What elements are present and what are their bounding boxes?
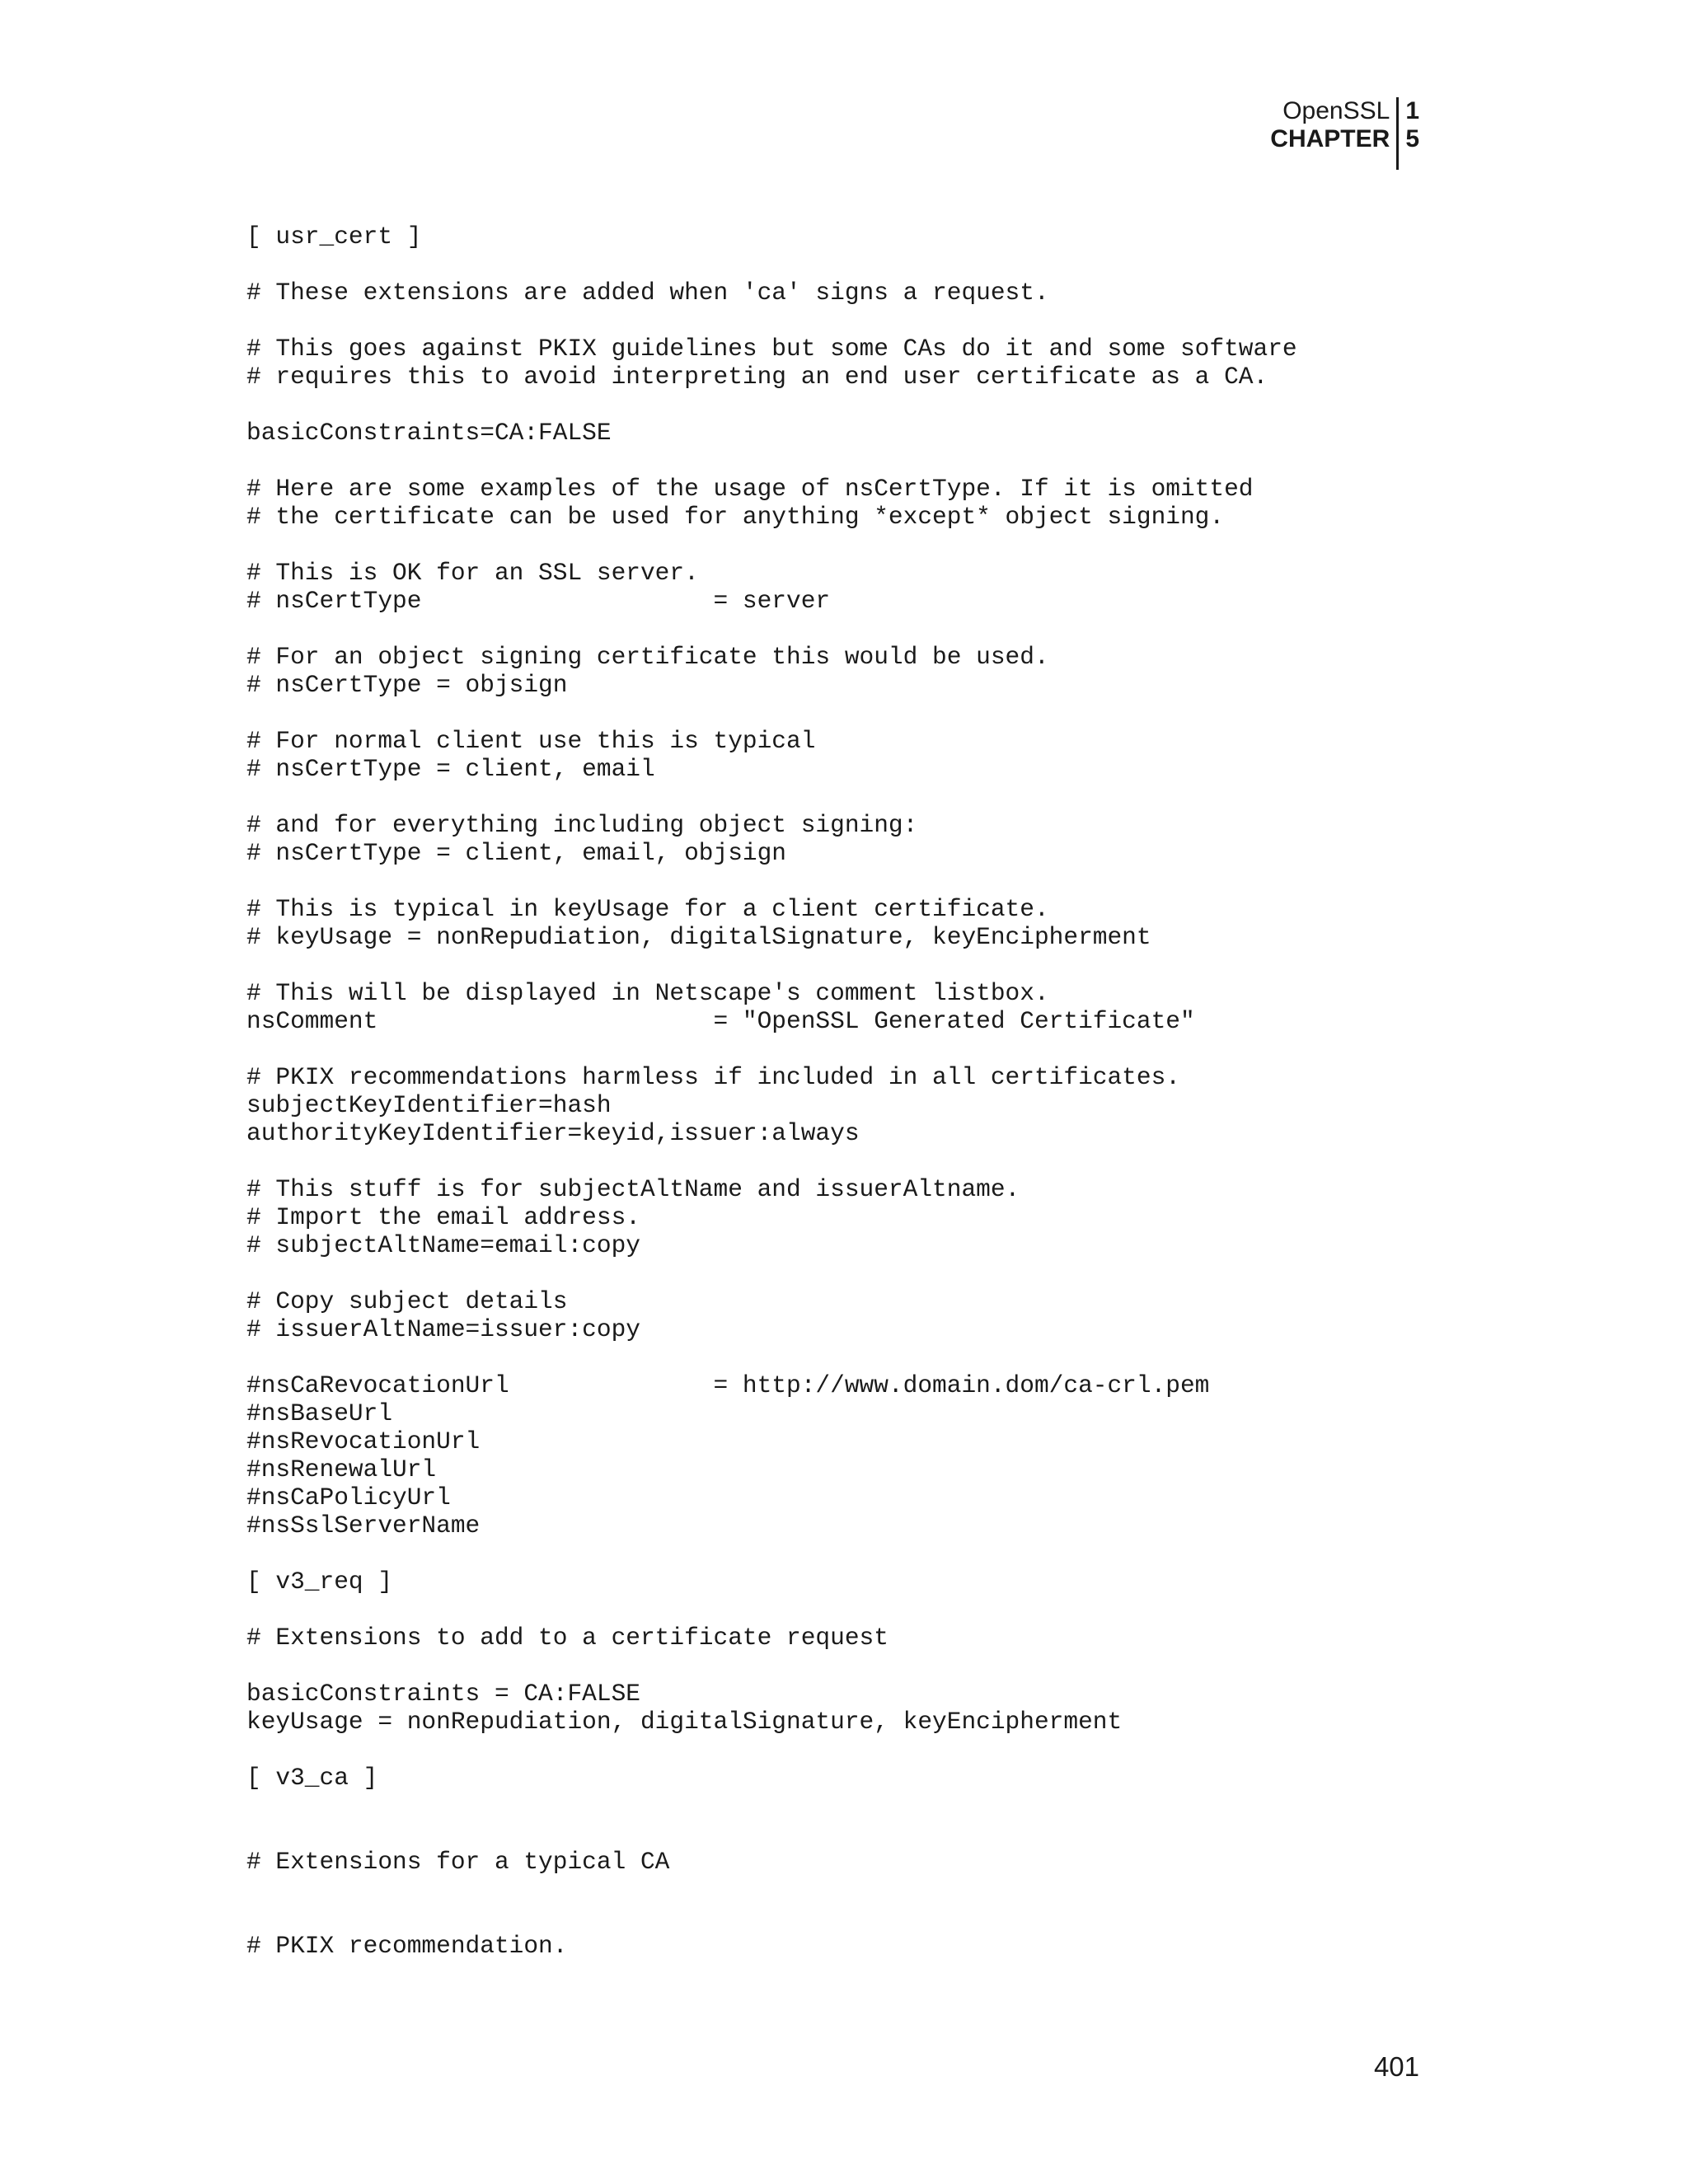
code-line: # and for everything including object signing: [246,811,918,839]
code-line: #nsCaRevocationUrl = http://www.domain.dom/ca-crl.pem [246,1371,1210,1399]
code-line [246,1259,1297,1287]
code-line: keyUsage = nonRepudiation, digitalSignature, keyEncipherment [246,1708,1123,1736]
code-line [246,1876,1297,1904]
code-line [246,1596,1297,1624]
config-code-listing [246,223,1297,1960]
code-line [246,783,1297,811]
code-line [246,867,1297,895]
code-line: # Import the email address. [246,1203,640,1231]
code-line [246,1820,1297,1848]
code-line: #nsRenewalUrl [246,1455,437,1483]
code-line [246,307,1297,335]
code-line: # requires this to avoid interpreting an end user certificate as a CA. [246,363,1268,391]
code-line [246,951,1297,979]
code-line: # This goes against PKIX guidelines but some CAs do it and some software [246,335,1297,363]
chapter-label: CHAPTER [1270,125,1390,152]
code-line [246,1792,1297,1820]
code-line [246,531,1297,559]
code-line: basicConstraints=CA:FALSE [246,419,612,447]
code-line: #nsCaPolicyUrl [246,1483,451,1511]
code-line: # subjectAltName=email:copy [246,1231,640,1259]
running-head [1270,97,1419,170]
code-line: # nsCertType = objsign [246,671,568,699]
code-line: [ usr_cert ] [246,223,422,251]
code-line [246,1736,1297,1764]
code-line: # Extensions to add to a certificate request [246,1624,889,1652]
code-line: [ v3_ca ] [246,1764,378,1792]
code-line: # This stuff is for subjectAltName and issuerAltname. [246,1175,1020,1203]
running-head-labels [1270,97,1399,170]
code-line [246,1652,1297,1680]
code-line: # nsCertType = server [246,587,831,615]
code-line: [ v3_req ] [246,1568,393,1596]
code-line: basicConstraints = CA:FALSE [246,1680,640,1708]
code-line: # Copy subject details [246,1287,568,1315]
code-line: # For an object signing certificate this would be used. [246,643,1049,671]
page-number: 401 [1373,2051,1419,2082]
code-line: # This will be displayed in Netscape's comment listbox. [246,979,1049,1007]
code-line: subjectKeyIdentifier=hash [246,1091,612,1119]
code-line [246,251,1297,279]
code-line: # keyUsage = nonRepudiation, digitalSignature, keyEncipherment [246,923,1151,951]
code-line: # PKIX recommendation. [246,1932,568,1960]
code-line: #nsRevocationUrl [246,1427,481,1455]
code-line: #nsSslServerName [246,1511,481,1540]
code-line [246,1904,1297,1932]
code-line: # For normal client use this is typical [246,727,816,755]
code-line [246,1540,1297,1568]
code-line: # nsCertType = client, email [246,755,655,783]
code-line: # Extensions for a typical CA [246,1848,670,1876]
chapter-number [1399,97,1419,170]
code-line: #nsBaseUrl [246,1399,393,1427]
code-line [246,1147,1297,1175]
code-line [246,447,1297,475]
code-line: authorityKeyIdentifier=keyid,issuer:always [246,1119,860,1147]
code-line [246,1343,1297,1371]
code-line [246,699,1297,727]
chapter-number-digit-2: 5 [1405,125,1419,152]
code-line [246,1035,1297,1063]
code-line: # This is typical in keyUsage for a client certificate. [246,895,1049,923]
code-line [246,615,1297,643]
code-line: # issuerAltName=issuer:copy [246,1315,640,1343]
code-line: # This is OK for an SSL server. [246,559,699,587]
code-line: # nsCertType = client, email, objsign [246,839,787,867]
book-title: OpenSSL [1282,97,1390,124]
code-line: # Here are some examples of the usage of nsCertType. If it is omitted [246,475,1254,503]
code-line: # the certificate can be used for anything *except* object signing. [246,503,1225,531]
code-line: # These extensions are added when 'ca' signs a request. [246,279,1049,307]
code-line: nsComment = "OpenSSL Generated Certificate" [246,1007,1195,1035]
chapter-number-digit-1: 1 [1405,97,1419,124]
code-line [246,391,1297,419]
code-line: # PKIX recommendations harmless if included in all certificates. [246,1063,1180,1091]
